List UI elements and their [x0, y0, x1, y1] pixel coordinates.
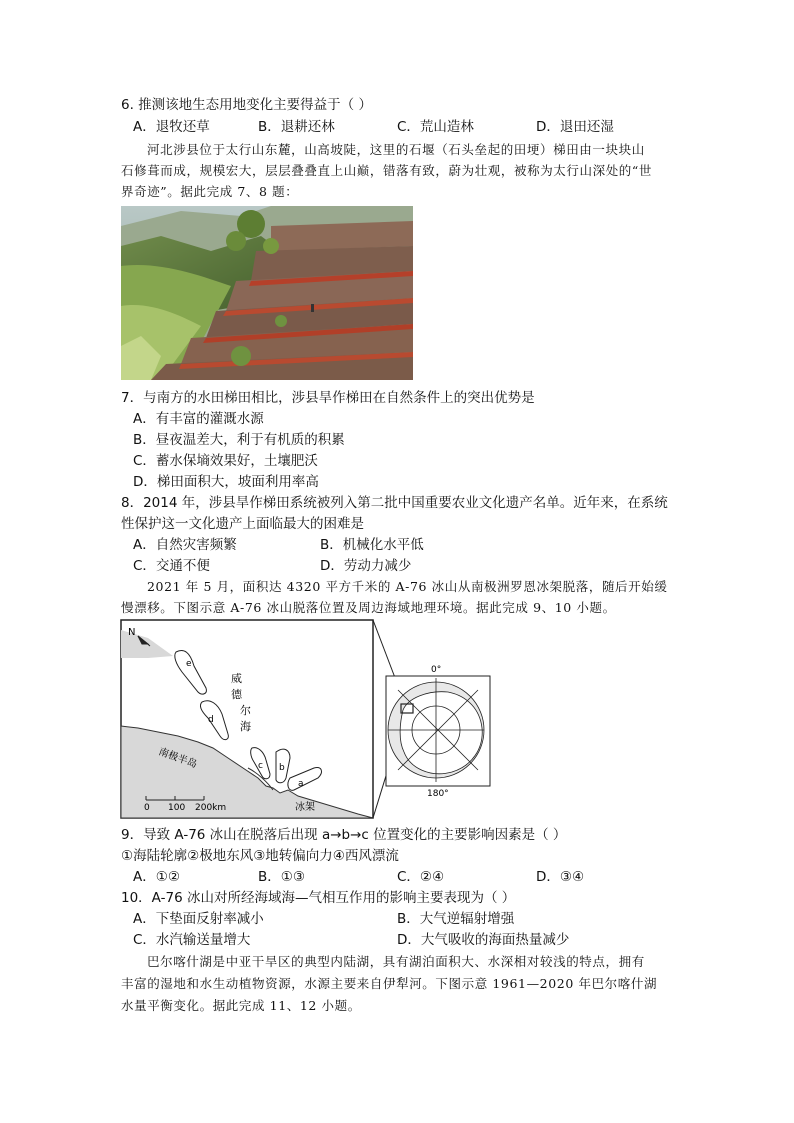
- q7-option-d[interactable]: D．梯田面积大，坡面利用率高: [133, 474, 319, 490]
- q10-stem: 10．A-76 冰山对所经海域海—气相互作用的影响主要表现为（ ）: [121, 890, 516, 906]
- terrace-photo: [121, 206, 413, 380]
- q8-option-c[interactable]: C．交通不便: [133, 558, 210, 574]
- passage-11-12-line-3: 水量平衡变化。据此完成 11、12 小题。: [121, 998, 361, 1013]
- iceberg-label-b: b: [279, 763, 285, 773]
- q10-option-b[interactable]: B．大气逆辐射增强: [397, 911, 515, 927]
- passage-7-8-line-3: 界奇迹”。据此完成 7、8 题：: [121, 184, 299, 199]
- q8-option-d[interactable]: D．劳动力减少: [320, 558, 412, 574]
- q9-factors: ①海陆轮廓②极地东风③地转偏向力④西风漂流: [121, 848, 399, 864]
- q7-option-c[interactable]: C．蓄水保墒效果好，土壤肥沃: [133, 453, 318, 469]
- iceberg-label-a: a: [298, 779, 304, 789]
- q6-option-b[interactable]: B．退耕还林: [258, 119, 335, 135]
- q7-option-a[interactable]: A．有丰富的灌溉水源: [133, 411, 264, 427]
- ice-shelf-label: 冰架: [295, 802, 315, 813]
- inset-label-180deg: 180°: [427, 789, 449, 799]
- q8-stem-line-2: 性保护这一文化遗产上面临最大的困难是: [121, 516, 364, 532]
- iceberg-label-c: c: [258, 761, 263, 771]
- q10-option-c[interactable]: C．水汽输送量增大: [133, 932, 251, 948]
- sea-label-3: 尔: [240, 704, 251, 717]
- q8-option-a[interactable]: A．自然灾害频繁: [133, 537, 237, 553]
- q9-option-c[interactable]: C．②④: [397, 869, 445, 885]
- sea-label-2: 德: [231, 688, 242, 701]
- peninsula-label: 南极半岛: [156, 746, 199, 771]
- iceberg-map: [118, 618, 498, 824]
- passage-7-8-line-2: 石修葺而成，规模宏大，层层叠叠直上山巅，错落有致，蔚为壮观，被称为太行山深处的“世: [121, 163, 652, 178]
- sea-label-4: 海: [240, 720, 251, 733]
- q8-stem-line-1: 8．2014 年，涉县旱作梯田系统被列入第二批中国重要农业文化遗产名单。近年来，在系统: [121, 495, 668, 511]
- scale-label-0: 0: [144, 803, 150, 813]
- q9-option-b[interactable]: B．①③: [258, 869, 305, 885]
- north-label: N: [128, 627, 136, 638]
- q7-stem: 7．与南方的水田梯田相比，涉县旱作梯田在自然条件上的突出优势是: [121, 390, 535, 406]
- q9-option-a[interactable]: A．①②: [133, 869, 180, 885]
- passage-9-10-line-1: 2021 年 5 月，面积达 4320 平方千米的 A-76 冰山从南极洲罗恩冰架脱落，随后开始缓: [147, 579, 668, 594]
- inset-label-0deg: 0°: [431, 665, 442, 675]
- q6-option-d[interactable]: D．退田还湿: [536, 119, 614, 135]
- sea-label-1: 威: [231, 672, 242, 685]
- q6-option-c[interactable]: C．荒山造林: [397, 119, 474, 135]
- passage-11-12-line-1: 巴尔喀什湖是中亚干旱区的典型内陆湖，具有湖泊面积大、水深相对较浅的特点，拥有: [147, 954, 645, 969]
- q6-stem: 6. 推测该地生态用地变化主要得益于（ ）: [121, 97, 372, 113]
- scale-label-200: 200km: [195, 803, 227, 813]
- q9-stem: 9．导致 A-76 冰山在脱落后出现 a→b→c 位置变化的主要影响因素是（ ）: [121, 827, 567, 843]
- antarctica-inset: [386, 676, 490, 786]
- q10-option-d[interactable]: D．大气吸收的海面热量减少: [397, 932, 570, 948]
- q10-option-a[interactable]: A．下垫面反射率减小: [133, 911, 264, 927]
- q8-option-b[interactable]: B．机械化水平低: [320, 537, 424, 553]
- iceberg-label-d: d: [208, 715, 214, 725]
- passage-9-10-line-2: 慢漂移。下图示意 A-76 冰山脱落位置及周边海域地理环境。据此完成 9、10 小题。: [121, 600, 616, 615]
- scale-label-100: 100: [168, 803, 186, 813]
- iceberg-label-e: e: [186, 659, 192, 669]
- passage-7-8-line-1: 河北涉县位于太行山东麓，山高坡陡，这里的石堰（石头垒起的田埂）梯田由一块块山: [147, 142, 645, 157]
- q9-option-d[interactable]: D．③④: [536, 869, 585, 885]
- passage-11-12-line-2: 丰富的湿地和水生动植物资源，水源主要来自伊犁河。下图示意 1961—2020 年巴尔喀什湖: [121, 976, 658, 991]
- q7-option-b[interactable]: B．昼夜温差大，利于有机质的积累: [133, 432, 345, 448]
- q6-option-a[interactable]: A．退牧还草: [133, 119, 210, 135]
